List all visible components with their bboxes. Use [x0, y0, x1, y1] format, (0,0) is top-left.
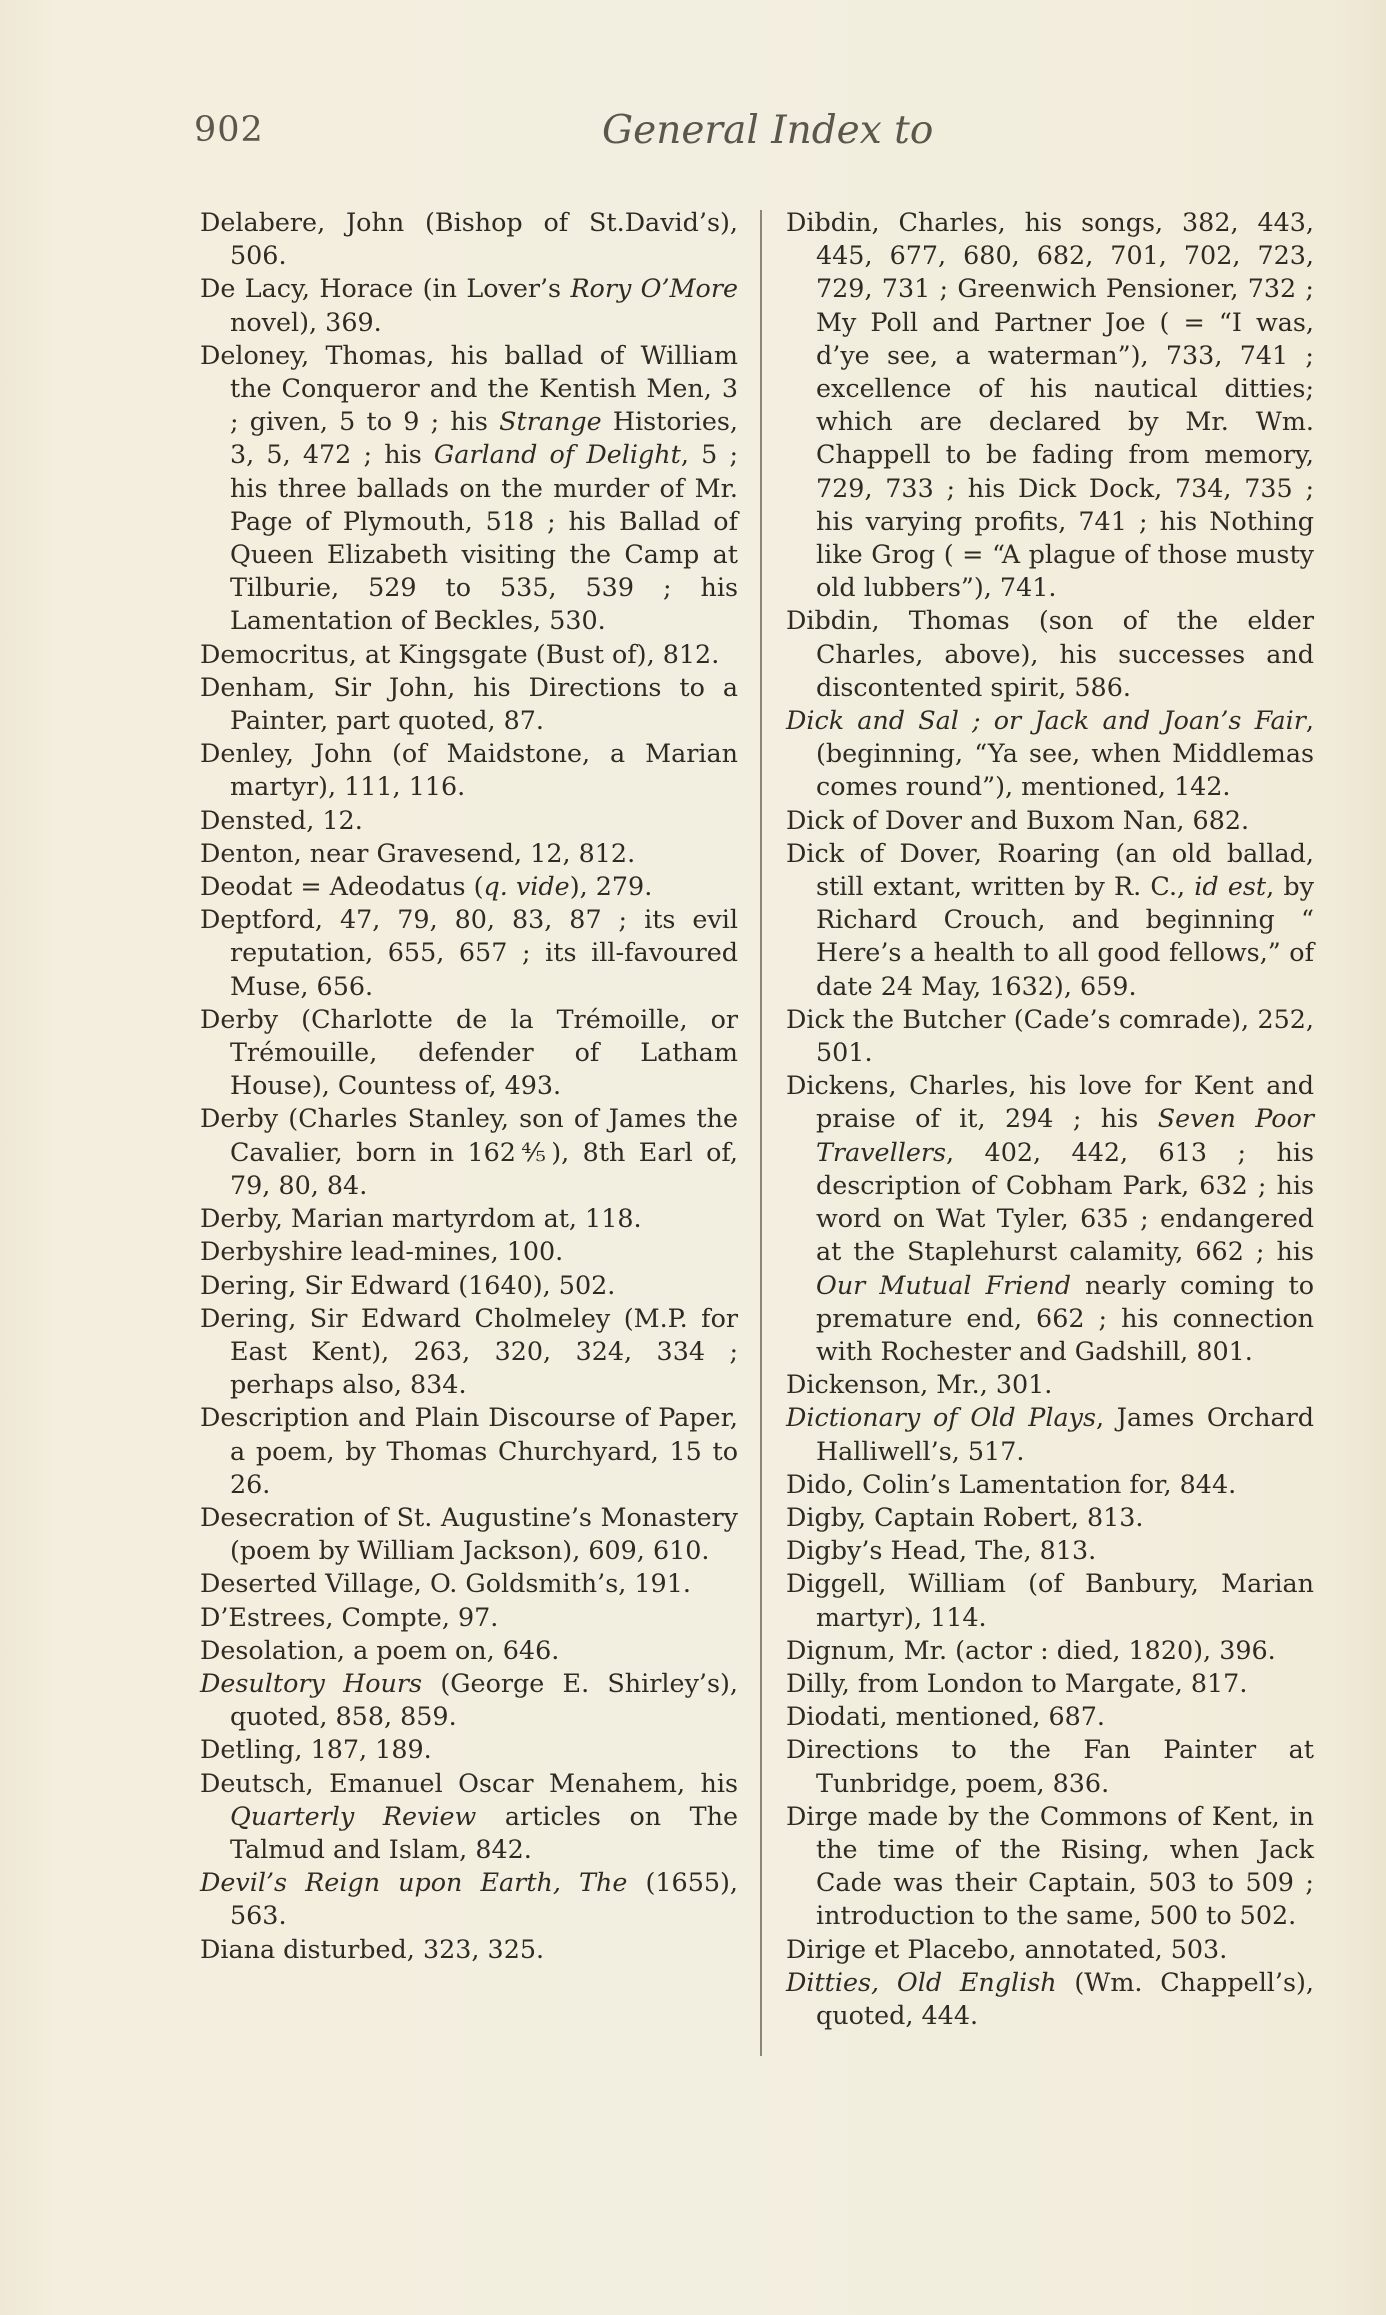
index-entry-text: , by Richard Crouch, and beginning “ Here’s a health to all good fellows,” of date 24 May, 1632), 659.: [816, 871, 1314, 1001]
index-entry-text: Dick of Dover and Buxom Nan, 682.: [786, 804, 1250, 835]
index-entry-text: Denton, near Gravesend, 12, 812.: [200, 837, 636, 868]
index-entry-text: Desecration of St. Augustine’s Monastery (poem by William Jackson), 609, 610.: [200, 1501, 738, 1566]
index-entry: [786, 1368, 1314, 1401]
index-entry: [786, 1700, 1314, 1733]
index-entry-text: Dick and Sal ; or Jack and Joan’s Fair: [786, 705, 1306, 736]
index-entry: [200, 737, 738, 803]
index-entry-text: Derby (Charlotte de la Trémoille, or Trémouille, defender of Latham House), Countess of, 493.: [200, 1003, 738, 1101]
index-entry-text: Ditties, Old English: [786, 1966, 1057, 1997]
index-entry: [786, 1501, 1314, 1534]
index-entry: [200, 1401, 738, 1501]
index-entry-text: Dibdin, Charles, his songs, 382, 443, 445, 677, 680, 682, 701, 702, 723, 729, 731 ; Greenwich Pensioner, 732 ; My Poll and Partner Joe ( = “I was, d’ye see, a waterman”), 733, 741 ; excellence of his nautical ditties; which are declared by Mr. Wm. Chappell to be fading from memory, 729, 733 ; his Dick Dock, 734, 735 ; his varying profits, 741 ; his Nothing like Grog ( = “A plague of those musty old lubbers”), 741.: [786, 207, 1314, 603]
index-entry: [786, 804, 1314, 837]
index-entry-text: Digby, Captain Robert, 813.: [786, 1501, 1144, 1532]
index-entry-text: Devil’s Reign upon Earth, The: [200, 1867, 628, 1898]
index-entry-text: Deptford, 47, 79, 80, 83, 87 ; its evil reputation, 655, 657 ; its ill-favoured Muse, 656.: [200, 904, 738, 1001]
index-entry-text: Derby, Marian martyrdom at, 118.: [200, 1203, 642, 1234]
index-entry: [200, 1302, 738, 1402]
index-entry: [200, 1767, 738, 1867]
index-entry: [786, 1634, 1314, 1667]
index-entry-text: Denley, John (of Maidstone, a Marian martyr), 111, 116.: [200, 738, 738, 802]
index-entry-text: Diodati, mentioned, 687.: [786, 1701, 1105, 1732]
index-entry-text: nearly coming to premature end, 662 ; his connection with Rochester and Gadshill, 801.: [816, 1269, 1314, 1366]
column-divider: [760, 210, 762, 2056]
page-header: [0, 110, 1386, 160]
index-entry: [200, 1102, 738, 1202]
index-entry: [200, 671, 738, 737]
index-entry: [200, 1933, 738, 1966]
running-title: General Index to: [602, 108, 934, 153]
index-entry-text: De Lacy, Horace (in Lover’s: [200, 273, 571, 304]
index-entry-text: Dignum, Mr. (actor : died, 1820), 396.: [786, 1634, 1276, 1665]
index-entry: [200, 339, 738, 638]
index-entry-text: q. vide: [483, 871, 570, 902]
index-entry-text: Deutsch, Emanuel Oscar Menahem, his: [200, 1767, 738, 1798]
index-entry-text: novel), 369.: [230, 306, 382, 337]
index-entry: [786, 1933, 1314, 1966]
index-entry-text: Desolation, a poem on, 646.: [200, 1634, 560, 1665]
index-entry: [200, 1202, 738, 1235]
index-entry: [200, 272, 738, 338]
index-entry-text: Deloney, Thomas, his ballad of William the Conqueror and the Kentish Men, 3 ; given, 5 to 9 ; his: [200, 339, 738, 437]
index-entry-text: Dering, Sir Edward (1640), 502.: [200, 1269, 616, 1300]
index-entry-text: Democritus, at Kingsgate (Bust of), 812.: [200, 638, 720, 669]
index-entry-text: , 402, 442, 613 ; his description of Cobham Park, 632 ; his word on Wat Tyler, 635 ; endangered at the Staplehurst calamity, 662 ; his: [816, 1136, 1314, 1267]
index-entry: [200, 804, 738, 837]
index-entry: [786, 837, 1314, 1003]
index-entry: [200, 1667, 738, 1733]
index-entry: [786, 704, 1314, 804]
index-entry: [786, 1800, 1314, 1933]
index-entry-text: Diana disturbed, 323, 325.: [200, 1933, 545, 1964]
index-entry-text: Dickens, Charles, his love for Kent and praise of it, 294 ; his: [786, 1070, 1314, 1134]
index-entry: [200, 1601, 738, 1634]
index-entry-text: Strange: [499, 406, 602, 437]
index-entry-text: Derbyshire lead-mines, 100.: [200, 1236, 564, 1267]
index-entry: [786, 206, 1314, 604]
index-entry: [200, 1733, 738, 1766]
index-entry-text: , James Orchard Halliwell’s, 517.: [816, 1402, 1314, 1466]
index-entry-text: Garland of Delight: [433, 439, 681, 470]
index-entry: [200, 837, 738, 870]
index-entry-text: Dering, Sir Edward Cholmeley (M.P. for East Kent), 263, 320, 324, 334 ; perhaps also, 834.: [200, 1302, 738, 1400]
index-entry-text: Seven Poor Travellers: [816, 1103, 1314, 1167]
index-entry-text: Diggell, William (of Banbury, Marian martyr), 114.: [786, 1568, 1314, 1632]
index-entry-text: articles on The Talmud and Islam, 842.: [230, 1800, 738, 1864]
index-entry-text: ), 279.: [569, 871, 653, 902]
index-entry-text: Detling, 187, 189.: [200, 1734, 432, 1765]
index-entry-text: Delabere, John (Bishop of St.David’s), 506.: [200, 207, 738, 271]
right-index-column: [786, 206, 1314, 2032]
index-entry-text: Dick the Butcher (Cade’s comrade), 252, 501.: [786, 1003, 1314, 1068]
index-entry: [786, 1534, 1314, 1567]
index-entry: [200, 1501, 738, 1567]
index-entry: [786, 1003, 1314, 1069]
index-entry: [200, 1235, 738, 1268]
index-entry-text: Denham, Sir John, his Directions to a Painter, part quoted, 87.: [200, 671, 738, 736]
index-entry: [200, 638, 738, 671]
index-entry-text: Dirige et Placebo, annotated, 503.: [786, 1933, 1228, 1964]
index-entry-text: Digby’s Head, The, 813.: [786, 1535, 1097, 1566]
index-entry: [200, 1269, 738, 1302]
index-entry: [786, 1069, 1314, 1368]
index-entry-text: Dibdin, Thomas (son of the elder Charles, above), his successes and discontented spirit, 586.: [786, 605, 1314, 702]
page-number: 902: [194, 110, 264, 150]
index-entry-text: , (beginning, “Ya see, when Middlemas comes round”), mentioned, 142.: [816, 705, 1314, 802]
index-entry-text: Densted, 12.: [200, 804, 363, 835]
index-entry-text: (Wm. Chappell’s), quoted, 444.: [816, 1966, 1315, 2030]
index-entry-text: (George E. Shirley’s), quoted, 858, 859.: [230, 1667, 738, 1732]
index-entry-text: (1655), 563.: [230, 1867, 738, 1931]
index-entry-text: Dido, Colin’s Lamentation for, 844.: [786, 1468, 1237, 1499]
index-entry-text: Dictionary of Old Plays: [786, 1402, 1096, 1433]
index-entry-text: Deodat = Adeodatus (: [200, 871, 484, 902]
index-entry: [200, 1003, 738, 1103]
index-entry: [786, 1667, 1314, 1700]
index-entry: [786, 1733, 1314, 1799]
index-entry: [786, 1468, 1314, 1501]
index-entry: [200, 870, 738, 903]
index-entry: [200, 206, 738, 272]
index-entry: [200, 1634, 738, 1667]
index-entry-text: Derby (Charles Stanley, son of James the Cavalier, born in 162⅘), 8th Earl of, 79, 80, 84.: [200, 1103, 738, 1200]
index-entry-text: Desultory Hours: [200, 1667, 423, 1698]
index-entry-text: Quarterly Review: [230, 1800, 477, 1831]
index-entry-text: id est: [1194, 871, 1267, 902]
index-entry: [786, 1966, 1314, 2032]
index-entry-text: Dilly, from London to Margate, 817.: [786, 1667, 1248, 1698]
index-entry-text: Our Mutual Friend: [816, 1269, 1072, 1300]
index-entry-text: Dirge made by the Commons of Kent, in the time of the Rising, when Jack Cade was their Captain, 503 to 509 ; introduction to the same, 500 to 502.: [786, 1800, 1314, 1931]
index-entry: [200, 903, 738, 1003]
index-entry-text: Histories, 3, 5, 472 ; his: [230, 406, 738, 470]
index-entry-text: Directions to the Fan Painter at Tunbridge, poem, 836.: [786, 1734, 1314, 1798]
index-entry-text: Description and Plain Discourse of Paper, a poem, by Thomas Churchyard, 15 to 26.: [200, 1402, 738, 1499]
index-entry: [200, 1567, 738, 1600]
index-entry-text: Rory O’More: [570, 273, 738, 304]
index-entry-text: Deserted Village, O. Goldsmith’s, 191.: [200, 1568, 691, 1599]
index-entry-text: , 5 ; his three ballads on the murder of Mr. Page of Plymouth, 518 ; his Ballad of Queen Elizabeth visiting the Camp at Tilburie, 529 to 535, 539 ; his Lamentation of Beckles, 530.: [230, 439, 739, 636]
left-index-column: [200, 206, 738, 1966]
index-entry: [786, 604, 1314, 704]
index-entry-text: D’Estrees, Compte, 97.: [200, 1601, 499, 1632]
index-entry-text: Dickenson, Mr., 301.: [786, 1369, 1053, 1400]
index-entry-text: Dick of Dover, Roaring (an old ballad, still extant, written by R. C.,: [786, 837, 1314, 902]
index-entry: [786, 1567, 1314, 1633]
index-entry: [200, 1866, 738, 1932]
index-entry: [786, 1401, 1314, 1467]
